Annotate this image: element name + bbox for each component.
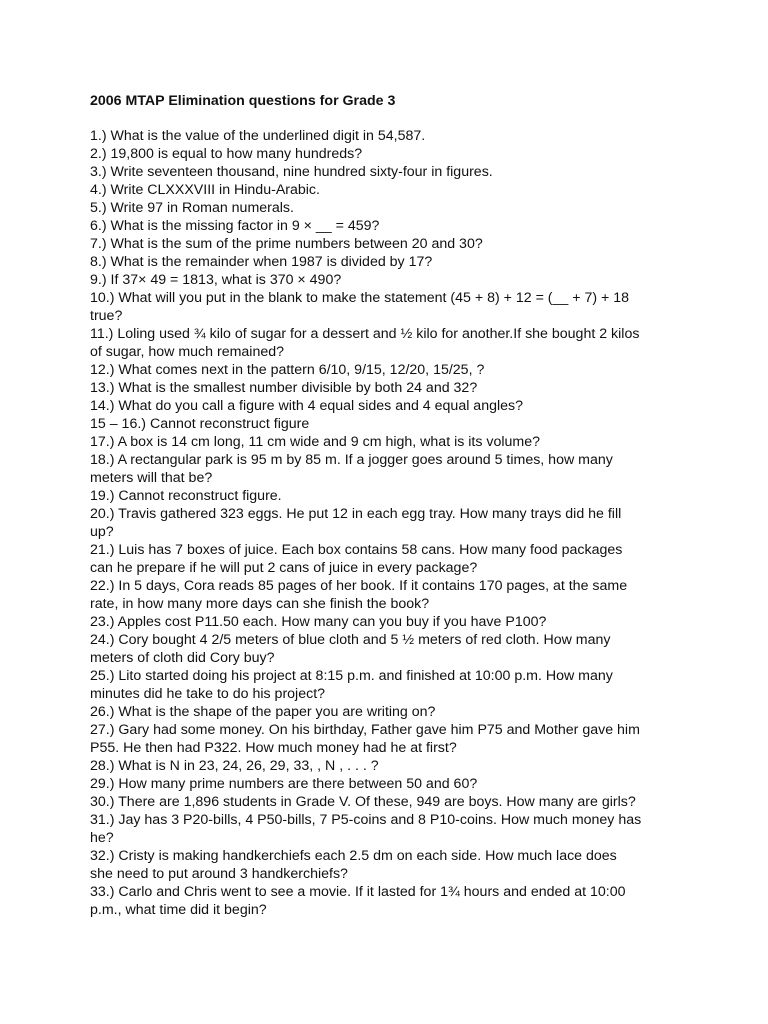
question-item: 7.) What is the sum of the prime numbers between 20 and 30? <box>90 236 483 252</box>
question-item: 9.) If 37× 49 = 1813, what is 370 × 490? <box>90 272 342 288</box>
question-list <box>90 127 690 919</box>
question-item: 3.) Write seventeen thousand, nine hundred sixty-four in figures. <box>90 164 493 180</box>
question-item: 12.) What comes next in the pattern 6/10, 9/15, 12/20, 15/25, ? <box>90 362 485 378</box>
question-item: 14.) What do you call a figure with 4 equal sides and 4 equal angles? <box>90 398 523 414</box>
question-item: 27.) Gary had some money. On his birthday, Father gave him P75 and Mother gave him P55. He then had P322. How much money had he at first? <box>90 722 640 756</box>
question-item: 21.) Luis has 7 boxes of juice. Each box contains 58 cans. How many food packages can he prepare if he will put 2 cans of juice in every package? <box>90 542 623 576</box>
question-item: 18.) A rectangular park is 95 m by 85 m. If a jogger goes around 5 times, how many meters will that be? <box>90 452 613 486</box>
question-item: 13.) What is the smallest number divisible by both 24 and 32? <box>90 380 478 396</box>
question-item: 24.) Cory bought 4 2/5 meters of blue cloth and 5 ½ meters of red cloth. How many meters of cloth did Cory buy? <box>90 632 611 666</box>
question-item: 5.) Write 97 in Roman numerals. <box>90 200 294 216</box>
question-item: 10.) What will you put in the blank to make the statement (45 + 8) + 12 = (__ + 7) + 18 true? <box>90 290 630 324</box>
question-item: 15 – 16.) Cannot reconstruct figure <box>90 416 310 432</box>
question-item: 6.) What is the missing factor in 9 × __ = 459? <box>90 218 380 234</box>
question-item: 8.) What is the remainder when 1987 is divided by 17? <box>90 254 433 270</box>
question-item: 23.) Apples cost P11.50 each. How many can you buy if you have P100? <box>90 614 547 630</box>
document-title: 2006 MTAP Elimination questions for Grade 3 <box>90 93 396 109</box>
question-item: 33.) Carlo and Chris went to see a movie. If it lasted for 1¾ hours and ended at 10:00 p.m., what time did it begin? <box>90 884 626 918</box>
question-item: 31.) Jay has 3 P20-bills, 4 P50-bills, 7 P5-coins and 8 P10-coins. How much money has he? <box>90 812 642 846</box>
question-item: 19.) Cannot reconstruct figure. <box>90 488 282 504</box>
question-item: 30.) There are 1,896 students in Grade V. Of these, 949 are boys. How many are girls? <box>90 794 636 810</box>
question-item: 4.) Write CLXXXVIII in Hindu-Arabic. <box>90 182 320 198</box>
question-item: 1.) What is the value of the underlined digit in 54,587. <box>90 128 426 144</box>
question-item: 32.) Cristy is making handkerchiefs each 2.5 dm on each side. How much lace does she need to put around 3 handkerchiefs? <box>90 848 617 882</box>
question-item: 11.) Loling used ¾ kilo of sugar for a dessert and ½ kilo for another.If she bought 2 kilos of sugar, how much remained? <box>90 326 640 360</box>
question-item: 25.) Lito started doing his project at 8:15 p.m. and finished at 10:00 p.m. How many minutes did he take to do his project? <box>90 668 613 702</box>
question-item: 26.) What is the shape of the paper you are writing on? <box>90 704 436 720</box>
question-item: 2.) 19,800 is equal to how many hundreds? <box>90 146 363 162</box>
question-item: 28.) What is N in 23, 24, 26, 29, 33, , N , . . . ? <box>90 758 379 774</box>
question-item: 17.) A box is 14 cm long, 11 cm wide and 9 cm high, what is its volume? <box>90 434 541 450</box>
question-item: 20.) Travis gathered 323 eggs. He put 12 in each egg tray. How many trays did he fill up? <box>90 506 622 540</box>
question-item: 29.) How many prime numbers are there between 50 and 60? <box>90 776 478 792</box>
question-item: 22.) In 5 days, Cora reads 85 pages of her book. If it contains 170 pages, at the same rate, in how many more days can she finish the book? <box>90 578 628 612</box>
